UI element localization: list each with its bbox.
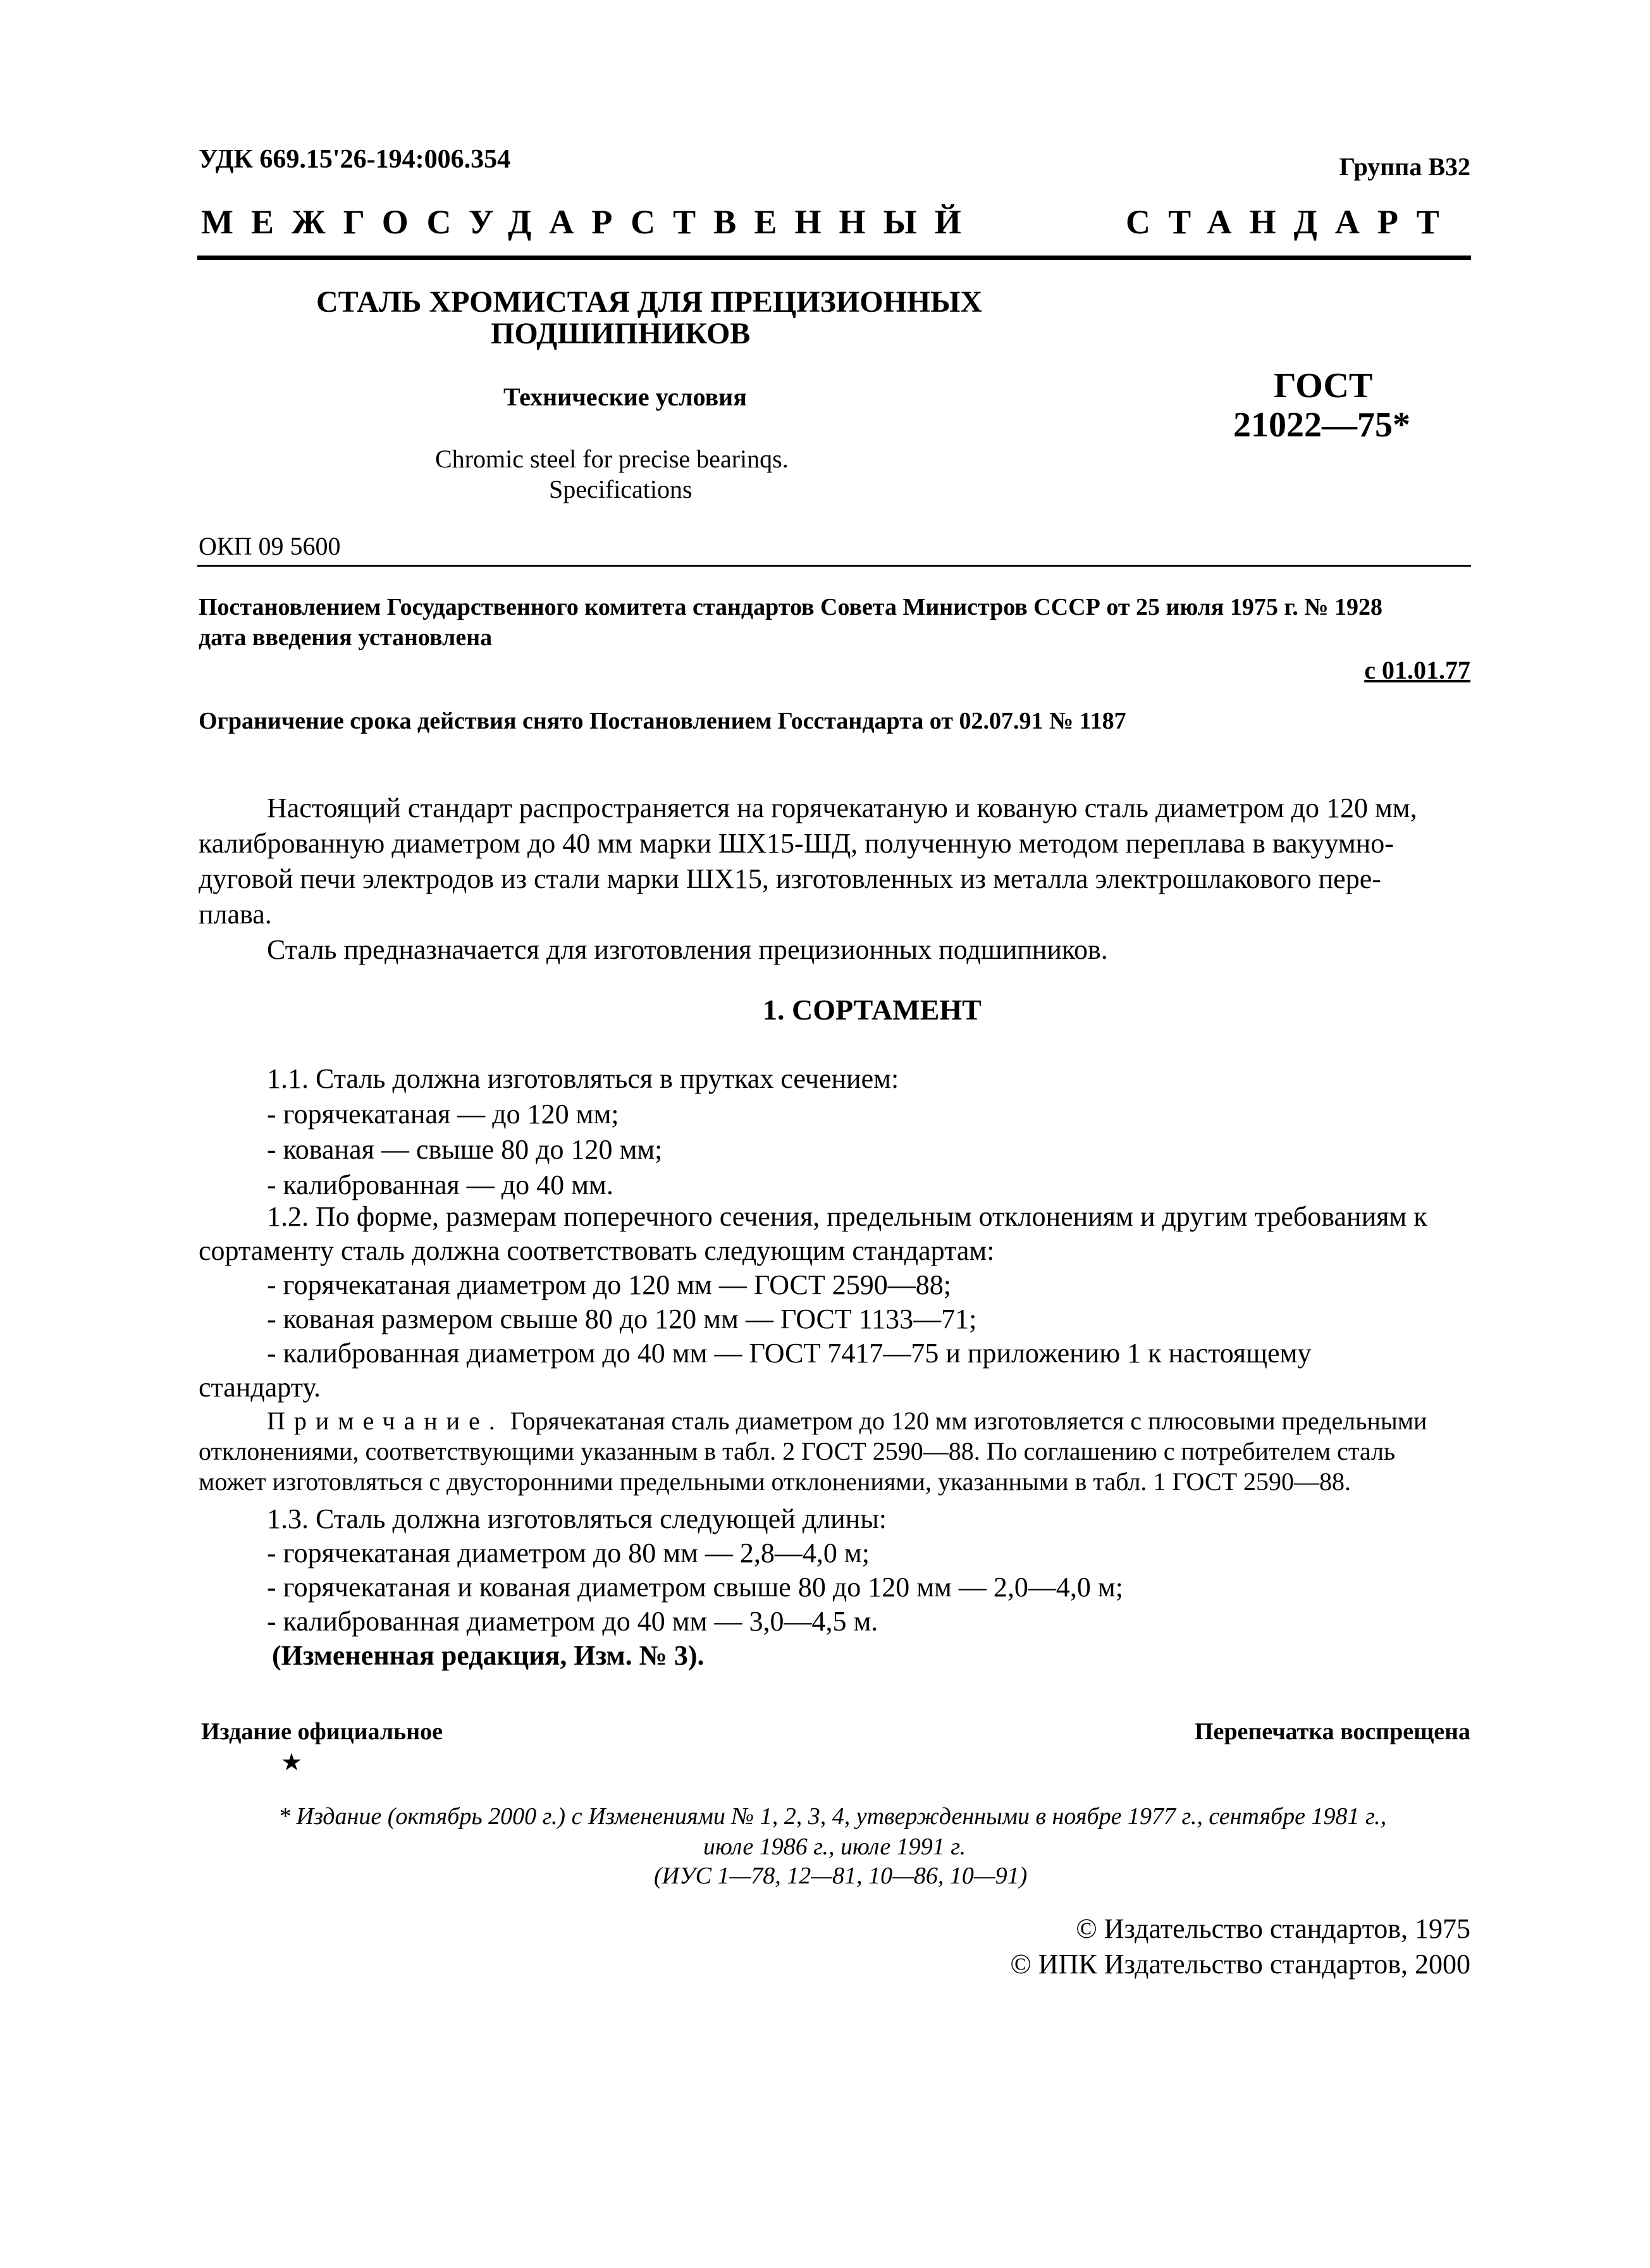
clause-1-3-c: - калиброванная диаметром до 40 мм — 3,0—4,5 м. bbox=[267, 1606, 878, 1637]
gost-number: 21022—75* bbox=[1233, 405, 1410, 445]
note-line-3: может изготовляться с двусторонними предельными отклонениями, указанными в табл. 1 ГОСТ 2590—88. bbox=[199, 1467, 1351, 1496]
restriction-lifted: Ограничение срока действия снято Постановлением Госстандарта от 02.07.91 № 1187 bbox=[199, 708, 1126, 734]
clause-1-2-line-1: 1.2. По форме, размерам поперечного сечения, предельным отклонениям и другим требованиям к bbox=[267, 1201, 1427, 1232]
intro-line-4: плава. bbox=[199, 899, 272, 930]
intro-line-3: дуговой печи электродов из стали марки ШХ15, изготовленных из металла электрошлакового пере- bbox=[199, 863, 1381, 894]
note-label: Примечание. bbox=[267, 1407, 504, 1435]
clause-1-1-c: - калиброванная — до 40 мм. bbox=[267, 1169, 613, 1200]
okp-code: ОКП 09 5600 bbox=[199, 532, 341, 560]
effective-date: с 01.01.77 bbox=[1364, 656, 1470, 684]
edition-note-line-2: июле 1986 г., июле 1991 г. bbox=[703, 1834, 966, 1860]
copyright-1975: © Издательство стандартов, 1975 bbox=[1076, 1913, 1470, 1944]
title-line-1: СТАЛЬ ХРОМИСТАЯ ДЛЯ ПРЕЦИЗИОННЫХ bbox=[316, 285, 983, 319]
banner-interstate: МЕЖГОСУДАРСТВЕННЫЙ bbox=[201, 203, 979, 241]
clause-1-3-b: - горячекатаная и кованая диаметром свыше 80 до 120 мм — 2,0—4,0 м; bbox=[267, 1572, 1123, 1603]
title-line-2: ПОДШИПНИКОВ bbox=[491, 317, 751, 350]
clause-1-2-a: - горячекатаная диаметром до 120 мм — ГОСТ 2590—88; bbox=[267, 1269, 951, 1300]
note-line-1-text: Горячекатаная сталь диаметром до 120 мм изготовляется с плюсовыми предельными bbox=[503, 1407, 1427, 1435]
intro-line-1: Настоящий стандарт распространяется на горячекатаную и кованую сталь диаметром до 120 мм, bbox=[267, 792, 1417, 823]
banner-standard: СТАНДАРТ bbox=[1126, 203, 1457, 241]
note-line-1 bbox=[267, 1405, 1427, 1437]
clause-1-1-b: - кованая — свыше 80 до 120 мм; bbox=[267, 1134, 663, 1165]
revision-note: (Измененная редакция, Изм. № 3). bbox=[272, 1640, 705, 1671]
group-code: Группа В32 bbox=[1339, 152, 1470, 181]
clause-1-2-c-cont: стандарту. bbox=[199, 1372, 321, 1403]
intro-paragraph-2: Сталь предназначается для изготовления прецизионных подшипников. bbox=[267, 934, 1108, 965]
gost-label: ГОСТ bbox=[1274, 366, 1373, 405]
title-subtitle: Технические условия bbox=[503, 383, 747, 411]
reprint-prohibited: Перепечатка воспрещена bbox=[1194, 1718, 1470, 1745]
intro-line-2: калиброванную диаметром до 40 мм марки ШХ15-ШД, полученную методом переплава в вакуумно- bbox=[199, 828, 1394, 859]
english-title-line-1: Chromic steel for precise bearinqs. bbox=[435, 445, 789, 473]
clause-1-3-a: - горячекатаная диаметром до 80 мм — 2,8—4,0 м; bbox=[267, 1538, 870, 1568]
clause-1-3: 1.3. Сталь должна изготовляться следующей длины: bbox=[267, 1503, 887, 1534]
clause-1-2-line-2: сортаменту сталь должна соответствовать следующим стандартам: bbox=[199, 1235, 995, 1266]
edition-note-line-1: * Издание (октябрь 2000 г.) с Изменениями № 1, 2, 3, 4, утвержденными в ноябре 1977 г., сентябре 1981 г., bbox=[278, 1803, 1387, 1830]
clause-1-2-c: - калиброванная диаметром до 40 мм — ГОСТ 7417—75 и приложению 1 к настоящему bbox=[267, 1338, 1312, 1369]
english-title-line-2: Specifications bbox=[549, 475, 693, 503]
star-icon: ★ bbox=[281, 1749, 303, 1776]
note-line-2: отклонениями, соответствующими указанным в табл. 2 ГОСТ 2590—88. По соглашению с потребителем сталь bbox=[199, 1437, 1396, 1465]
decree-line-1: Постановлением Государственного комитета стандартов Совета Министров СССР от 25 июля 1975 г. № 1928 bbox=[199, 594, 1383, 620]
copyright-2000: © ИПК Издательство стандартов, 2000 bbox=[1010, 1949, 1470, 1980]
udk-code: УДК 669.15'26-194:006.354 bbox=[199, 145, 511, 174]
clause-1-1: 1.1. Сталь должна изготовляться в прутках сечением: bbox=[267, 1063, 899, 1094]
edition-note-line-3: (ИУС 1—78, 12—81, 10—86, 10—91) bbox=[654, 1863, 1028, 1889]
clause-1-2-b: - кованая размером свыше 80 до 120 мм — ГОСТ 1133—71; bbox=[267, 1303, 977, 1334]
okp-rule bbox=[197, 565, 1471, 567]
official-edition: Издание официальное bbox=[201, 1718, 443, 1745]
section-1-heading: 1. СОРТАМЕНТ bbox=[763, 994, 982, 1026]
header-rule bbox=[197, 256, 1471, 260]
decree-line-2: дата введения установлена bbox=[199, 624, 493, 651]
clause-1-1-a: - горячекатаная — до 120 мм; bbox=[267, 1099, 619, 1130]
